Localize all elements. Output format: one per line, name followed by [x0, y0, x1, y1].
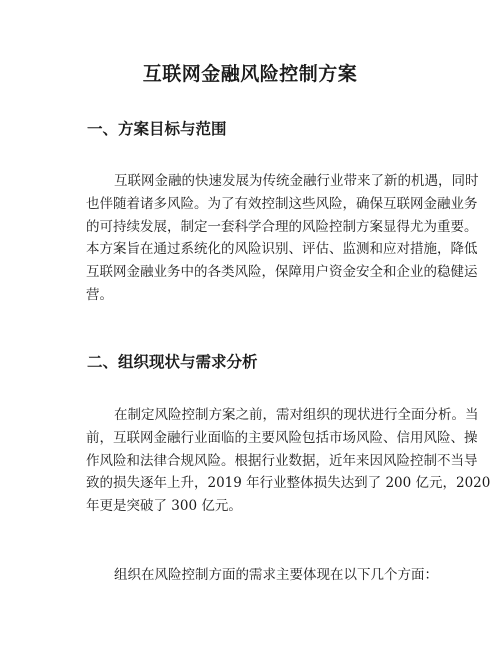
- paragraph-line: 前，互联网金融行业面临的主要风险包括市场风险、信用风险、操: [86, 429, 478, 446]
- paragraph-goals-scope: [86, 170, 479, 307]
- paragraph-line: 营。: [86, 286, 113, 303]
- paragraph-line: 致的损失逐年上升，2019 年行业整体损失达到了 200 亿元，2020: [86, 475, 491, 492]
- section-heading-status-needs: 二、组织现状与需求分析: [87, 353, 258, 371]
- paragraph-line: 在制定风险控制方案之前，需对组织的现状进行全面分析。当: [114, 407, 479, 423]
- paragraph-line: 本方案旨在通过系统化的风险识别、评估、监测和应对措施，降低: [86, 241, 478, 258]
- paragraph-line: 组织在风险控制方面的需求主要体现在以下几个方面：: [114, 567, 438, 583]
- paragraph-status-analysis: [86, 404, 491, 518]
- document-title: 互联网金融风险控制方案: [142, 63, 358, 85]
- paragraph-line: 的可持续发展，制定一套科学合理的风险控制方案显得尤为重要。: [86, 218, 478, 235]
- paragraph-needs-intro: [86, 564, 440, 587]
- paragraph-line: 也伴随着诸多风险。为了有效控制这些风险，确保互联网金融业务: [86, 195, 478, 212]
- section-heading-goals-scope: 一、方案目标与范围: [87, 120, 227, 138]
- paragraph-line: 年更是突破了 300 亿元。: [86, 498, 242, 515]
- paragraph-line: 互联网金融业务中的各类风险，保障用户资金安全和企业的稳健运: [86, 264, 478, 281]
- paragraph-line: 作风险和法律合规风险。根据行业数据，近年来因风险控制不当导: [86, 452, 478, 469]
- paragraph-line: 互联网金融的快速发展为传统金融行业带来了新的机遇，同时: [114, 173, 479, 189]
